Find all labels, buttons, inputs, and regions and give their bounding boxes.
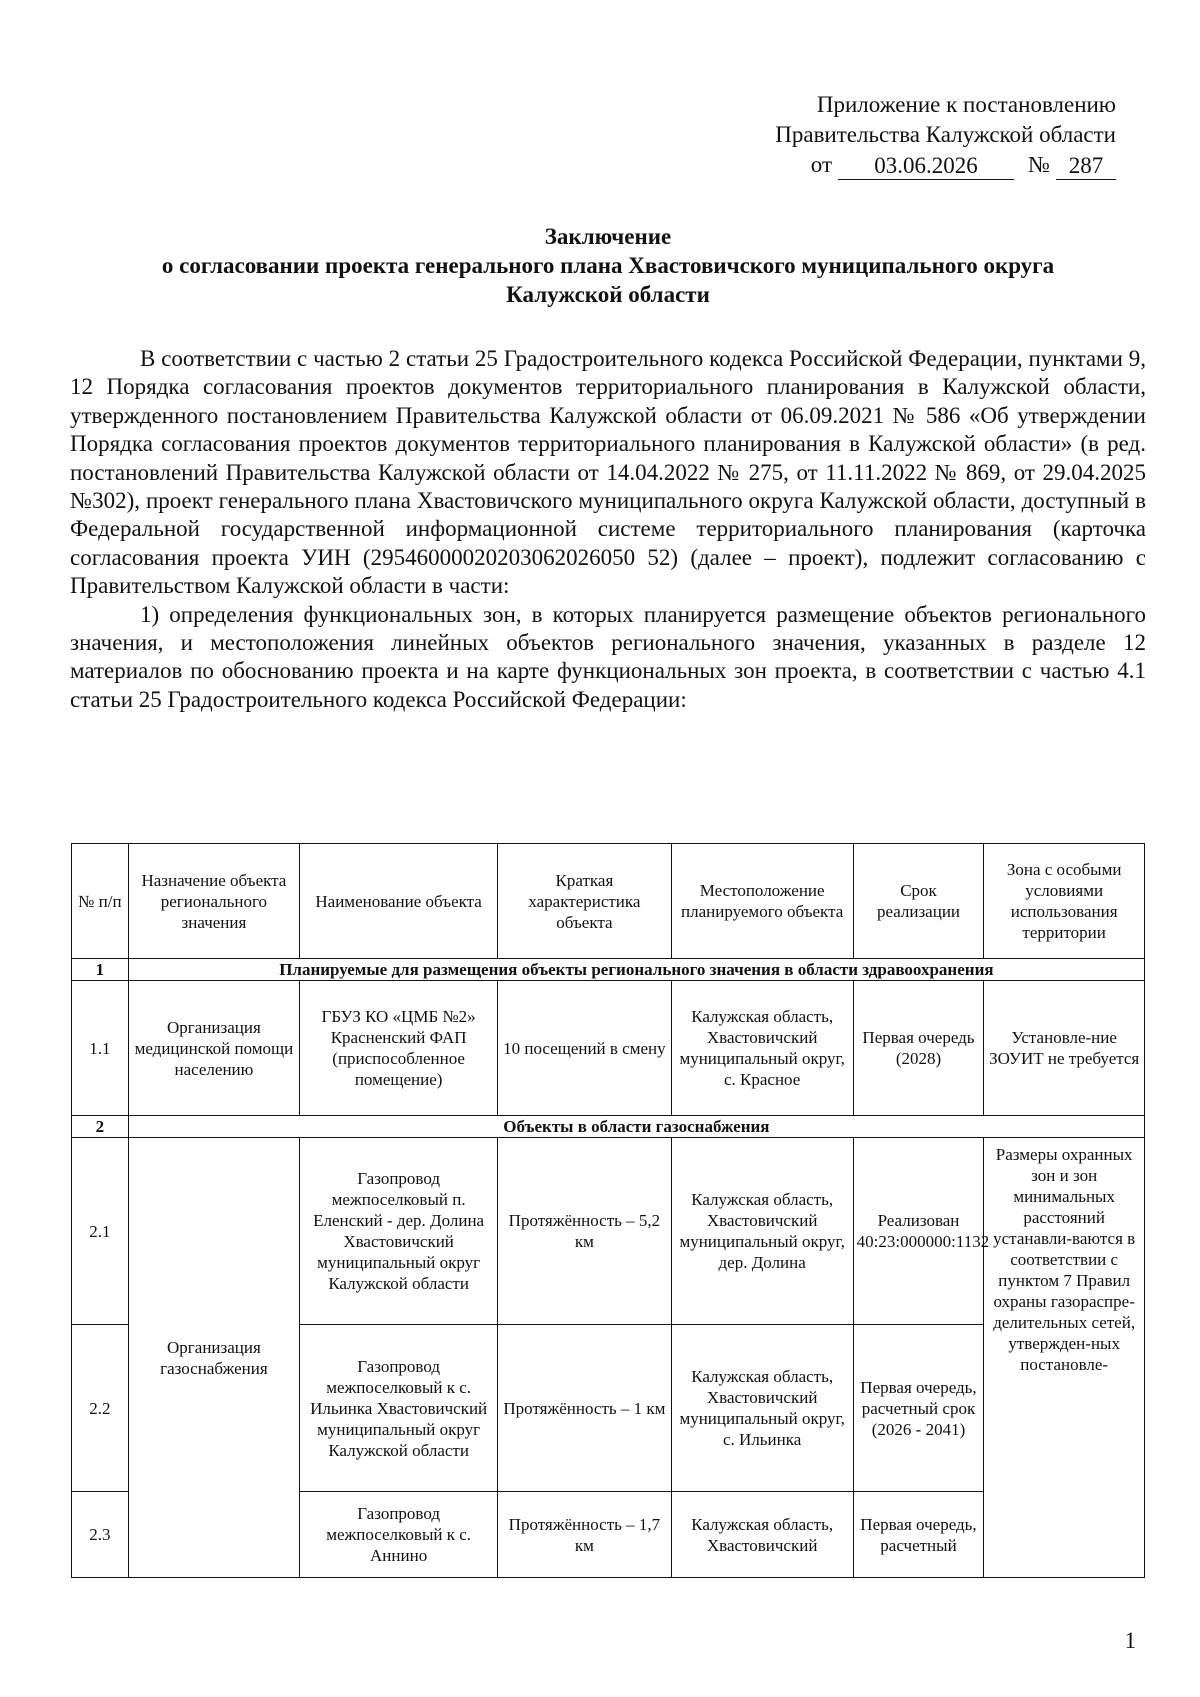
number-label: № xyxy=(1028,152,1050,177)
section-title: Объекты в области газоснабжения xyxy=(128,1116,1144,1138)
page-number: 1 xyxy=(1124,1628,1136,1653)
gas-purpose: Организация газоснабжения xyxy=(128,1138,299,1578)
title-line-2: о согласовании проекта генерального плана Хвастовичского муниципального округа xyxy=(161,253,1055,278)
header-line-1: Приложение к постановлению xyxy=(816,92,1116,117)
row-location: Калужская область, Хвастовичский муниципальный округ, с. Красное xyxy=(671,981,853,1116)
row-name: Газопровод межпоселковый к с. Аннино xyxy=(300,1492,498,1578)
paragraph-1: В соответствии с частью 2 статьи 25 Градостроительного кодекса Российской Федерации, пунктами 9, 12 Порядка согласования проектов документов территориального планирования в Калужской области, утвержденного постановлением Правительства Калужской области от 06.09.2021 № 586 «Об утверждении Порядка согласования проектов документов территориального планирования в Калужской области» (в ред. постановлений Правительства Калужской области от 14.04.2022 № 275, от 11.11.2022 № 869, от 29.04.2025 №302), проект генерального плана Хвастовичского муниципального округа Калужской области, доступный в Федеральной государственной информационной системе территориального планирования (карточка согласования проекта УИН (29546000020203062026050 52) (далее – проект), подлежит согласованию с Правительством Калужской области в части: xyxy=(70,346,1146,599)
table-header-row xyxy=(72,844,1145,959)
row-name: Газопровод межпоселковый к с. Ильинка Хвастовичский муниципальный округ Калужской области xyxy=(300,1325,498,1492)
gas-zone: Размеры охранных зон и зон минимальных расстояний устанавли-ваются в соответствии с пунктом 7 Правил охраны газораспре-делительных сетей, утвержден-ных постановле- xyxy=(984,1138,1145,1578)
row-term: Реализован 40:23:000000:1132 xyxy=(853,1138,984,1325)
row-zone: Установле-ние ЗОУИТ не требуется xyxy=(984,981,1145,1116)
header-purpose: Назначение объекта регионального значения xyxy=(128,844,299,959)
row-num: 2.3 xyxy=(72,1492,129,1578)
section-row xyxy=(72,959,1145,981)
regional-objects-table xyxy=(71,843,1145,1578)
paragraph-2: 1) определения функциональных зон, в которых планируется размещение объектов регионального значения, и местоположения линейных объектов регионального значения, указанных в разделе 12 материалов по обоснованию проекта и на карте функциональных зон проекта, в соответствии с частью 4.1 статьи 25 Градостроительного кодекса Российской Федерации: xyxy=(70,601,1146,712)
section-row xyxy=(72,1116,1145,1138)
table-row xyxy=(72,1138,1145,1325)
row-brief: Протяжённость – 5,2 км xyxy=(498,1138,671,1325)
from-label: от xyxy=(810,152,833,177)
row-brief: Протяжённость – 1,7 км xyxy=(498,1492,671,1578)
header-name: Наименование объекта xyxy=(300,844,498,959)
row-location: Калужская область, Хвастовичский муниципальный округ, с. Ильинка xyxy=(671,1325,853,1492)
title-line-3: Калужской области xyxy=(506,282,710,307)
row-term: Первая очередь (2028) xyxy=(853,981,984,1116)
row-brief: 10 посещений в смену xyxy=(498,981,671,1116)
section-num: 2 xyxy=(72,1116,129,1138)
body-text xyxy=(70,345,1146,714)
header-zone: Зона с особыми условиями использования территории xyxy=(984,844,1145,959)
header-num: № п/п xyxy=(72,844,129,959)
row-num: 2.2 xyxy=(72,1325,129,1492)
header-brief: Краткая характеристика объекта xyxy=(498,844,671,959)
table-row xyxy=(72,981,1145,1116)
header-line-2: Правительства Калужской области xyxy=(775,122,1116,147)
document-header xyxy=(775,90,1116,180)
row-purpose: Организация медицинской помощи населению xyxy=(128,981,299,1116)
document-number: 287 xyxy=(1056,153,1116,180)
header-date-line xyxy=(811,150,1116,180)
document-title xyxy=(70,222,1146,309)
document-date: 03.06.2026 xyxy=(838,153,1014,180)
row-name: Газопровод межпоселковый п. Еленский - дер. Долина Хвастовичский муниципальный округ Калужской области xyxy=(300,1138,498,1325)
section-title: Планируемые для размещения объекты регионального значения в области здравоохранения xyxy=(128,959,1144,981)
row-term: Первая очередь, расчетный xyxy=(853,1492,984,1578)
row-name: ГБУЗ КО «ЦМБ №2» Красненский ФАП (приспособленное помещение) xyxy=(300,981,498,1116)
row-location: Калужская область, Хвастовичский муниципальный округ, дер. Долина xyxy=(671,1138,853,1325)
row-brief: Протяжённость – 1 км xyxy=(498,1325,671,1492)
title-line-1: Заключение xyxy=(544,224,672,249)
header-term: Срок реализации xyxy=(853,844,984,959)
row-num: 2.1 xyxy=(72,1138,129,1325)
header-location: Местоположение планируемого объекта xyxy=(671,844,853,959)
section-num: 1 xyxy=(72,959,129,981)
row-term: Первая очередь, расчетный срок (2026 - 2041) xyxy=(853,1325,984,1492)
row-num: 1.1 xyxy=(72,981,129,1116)
row-location: Калужская область, Хвастовичский xyxy=(671,1492,853,1578)
